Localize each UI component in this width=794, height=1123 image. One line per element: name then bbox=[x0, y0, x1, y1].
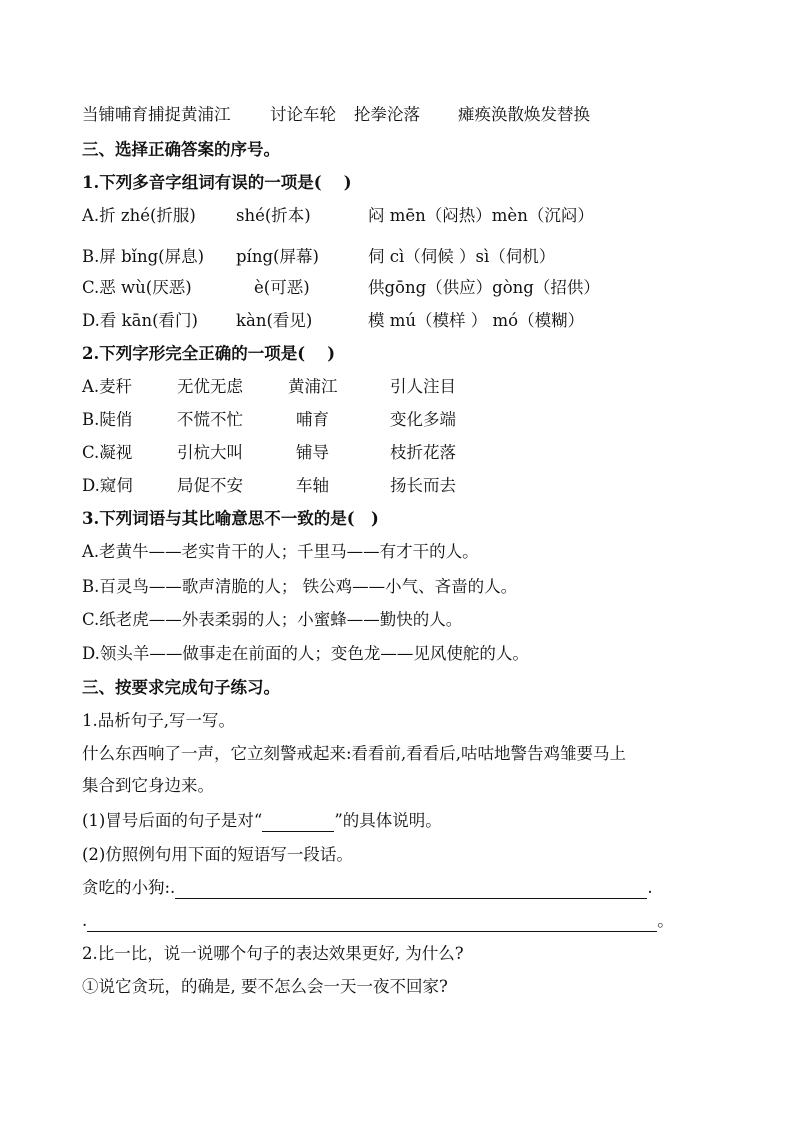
answer-line-1[interactable] bbox=[175, 880, 647, 899]
answer-line-2[interactable] bbox=[87, 913, 657, 932]
sub-question-1: (1)冒号后面的句子是对“ ”的具体说明。 bbox=[82, 811, 442, 830]
worksheet-page: 当铺哺育捕捉黄浦江 讨论车轮 抡拳沦落 瘫痪涣散焕发替换 三、选择正确答案的序号。 1.下列多音字组词有误的一项是( ) A.折 zhé(折服) shé(折本) 闷 mēn（闷热）mèn（沉闷） B.屏 bǐng(屏息) píng(屏幕) 伺 cì（伺候 ）sì（伺机） C.恶 wù(厌恶) è(可恶) 供gōng（供应）gòng（招供） D.看 kān(看门) kàn(看见) 模 mú（模样 ） mó（模糊） 2.下列字形完全正确的一项是( ) A.麦秆 无优无虑 黄浦江 引人注目 B.陡俏 不慌不忙 哺育 变化多端 C.凝视 引杭大叫 铺导 枝折花落 D.窥伺 局促不安 车轴 扬长而去 3.下列词语与其比喻意思不一致的是( ) A.老黄牛——老实肯干的人；千里马——有才干的人。 B.百灵鸟——歌声清脆的人； 铁公鸡——小气、吝啬的人。 C.纸老虎——外表柔弱的人；小蜜蜂——勤快的人。 D.领头羊——做事走在前面的人；变色龙——见风使舵的人。 三、按要求完成句子练习。 1.品析句子,写一写。 什么东西响了一声，它立刻警戒起来:看看前,看看后,咕咕地警告鸡雏要马上 集合到它身边来。 (1)冒号后面的句子是对“ ”的具体说明。 (2)仿照例句用下面的短语写一段话。 贪吃的小狗:. . . 。 2.比一比，说一说哪个句子的表达效果更好, 为什么? ①说它贪玩，的确是, 要不怎么会一天一夜不回家? bbox=[82, 105, 674, 996]
word-group-1: 当铺哺育捕捉黄浦江 bbox=[82, 105, 231, 124]
question-1-title: 1.下列多音字组词有误的一项是( ) bbox=[82, 173, 352, 192]
q3-option-a: A.老黄牛——老实肯干的人；千里马——有才干的人。 bbox=[82, 542, 479, 561]
q3-option-b: B.百灵鸟——歌声清脆的人； 铁公鸡——小气、吝啬的人。 bbox=[82, 577, 518, 596]
exercise-1-passage-line-1: 什么东西响了一声，它立刻警戒起来:看看前,看看后,咕咕地警告鸡雏要马上 bbox=[82, 744, 627, 763]
question-3-title: 3.下列词语与其比喻意思不一致的是( ) bbox=[82, 509, 379, 528]
q3-option-c: C.纸老虎——外表柔弱的人；小蜜蜂——勤快的人。 bbox=[82, 610, 463, 629]
word-group-4: 瘫痪涣散焕发替换 bbox=[458, 105, 590, 124]
exercise-2-title: 2.比一比，说一说哪个句子的表达效果更好, 为什么? bbox=[82, 944, 464, 963]
word-group-3: 抡拳沦落 bbox=[354, 105, 420, 124]
section-title-choice: 三、选择正确答案的序号。 bbox=[82, 140, 280, 159]
writing-line-2: . 。 bbox=[82, 911, 674, 930]
exercise-2-item-1: ①说它贪玩，的确是, 要不怎么会一天一夜不回家? bbox=[82, 977, 448, 996]
word-group-2: 讨论车轮 bbox=[270, 105, 336, 124]
q3-option-d: D.领头羊——做事走在前面的人；变色龙——见风使舵的人。 bbox=[82, 644, 529, 663]
sub-question-2: (2)仿照例句用下面的短语写一段话。 bbox=[82, 845, 353, 864]
section-title-sentences: 三、按要求完成句子练习。 bbox=[82, 678, 280, 697]
question-2-title: 2.下列字形完全正确的一项是( ) bbox=[82, 344, 336, 363]
exercise-1-passage-line-2: 集合到它身边来。 bbox=[82, 776, 214, 795]
writing-line-1: 贪吃的小狗:. . bbox=[82, 878, 653, 897]
answer-blank-1[interactable] bbox=[262, 813, 334, 832]
exercise-1-title: 1.品析句子,写一写。 bbox=[82, 711, 235, 730]
